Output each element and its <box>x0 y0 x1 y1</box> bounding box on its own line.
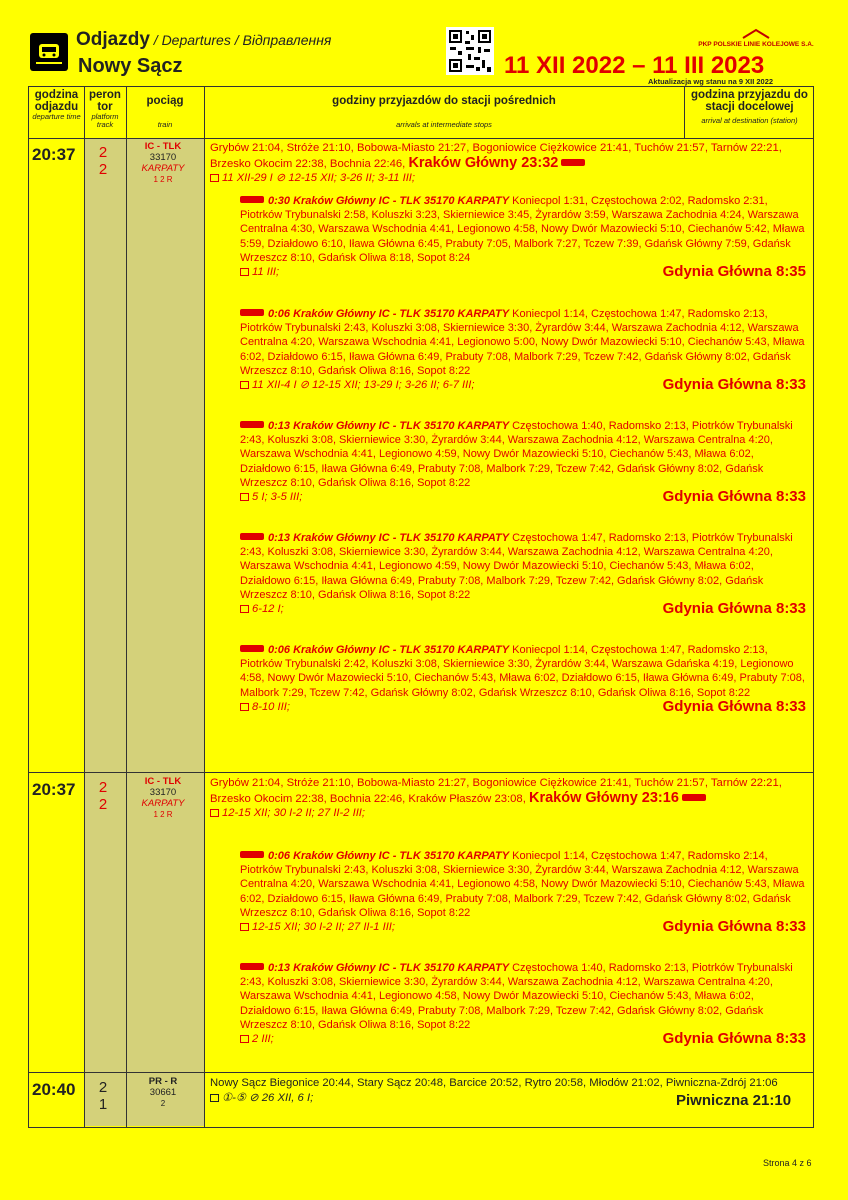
header-destination: godzina przyjazdu do stacji docelowej arrival at destination (station) <box>691 89 808 125</box>
connection: 0:13 Kraków Główny IC - TLK 35170 KARPATY Częstochowa 1:40, Radomsko 2:13, Piotrków Trybunalski 2:43, Koluszki 3:08, Skierniewice 3:30, Żyrardów 3:44, Warszawa Zachodnia 4:12, Warszawa Centralna 4:20, Warszawa Wschodnia 4:41, Legionowo 4:58, Nowy Dwór Mazowiecki 5:10, Ciechanów 5:43, Mława 6:02, Działdowo 6:15, Iława Główna 6:49, Prabuty 7:08, Malbork 7:29, Tczew 7:42, Gdańsk Główny 8:02, Gdańsk Wrzeszcz 8:10, Gdańsk Oliwa 8:16, Sopot 8:22 2 III; Gdynia Główna 8:33 <box>240 962 806 1048</box>
platform-number: 2 <box>98 1079 108 1096</box>
platform-number: 2 <box>98 779 108 796</box>
header-platform: peron tor platform track <box>89 89 121 129</box>
operator-logo <box>694 28 818 48</box>
connection-arrival: Gdynia Główna 8:35 <box>662 263 806 281</box>
track-number: 2 <box>98 161 108 178</box>
train-features: 1 2 R <box>153 810 173 819</box>
page-number: Strona 4 z 6 <box>763 1158 812 1168</box>
train-info: PR - R 30661 2 <box>128 1076 198 1109</box>
train-info: IC - TLK 33170 KARPATY 1 2 R <box>128 141 198 185</box>
validity-period: 11 XII 2022 – 11 III 2023 <box>504 52 765 79</box>
intermediate-stops: Grybów 21:04, Stróże 21:10, Bobowa-Miasto 21:27, Bogoniowice Ciężkowice 21:41, Tuchów 21:57, Tarnów 22:21, Brzesko Okocim 22:38, Bochnia 22:46, Kraków Płaszów 23:08, Kraków Główny 23:16 12-15 XII; 30 I-2 II; 27 II-2 III; <box>210 777 782 819</box>
destination: Kraków Główny 23:32 <box>408 154 559 171</box>
connection: 0:30 Kraków Główny IC - TLK 35170 KARPATY Koniecpol 1:31, Częstochowa 2:02, Radomsko 2:31, Piotrków Trybunalski 2:58, Koluszki 3:23, Skierniewice 3:45, Żyrardów 3:59, Warszawa Zachodnia 4:24, Warszawa Centralna 4:30, Warszawa Wschodnia 4:41, Legionowo 4:58, Nowy Dwór Mazowiecki 5:10, Ciechanów 5:42, Mława 5:59, Działdowo 6:10, Iława Główna 6:45, Prabuty 7:05, Malbork 7:27, Tczew 7:39, Gdańsk Główny 7:59, Gdańsk Wrzeszcz 8:10, Gdańsk Oliwa 8:18, Sopot 8:24 11 III; Gdynia Główna 8:35 <box>240 195 806 281</box>
bus-icon <box>682 794 706 801</box>
bus-icon <box>240 963 264 970</box>
header-departure: godzina odjazdu departure time <box>32 89 81 121</box>
train-info: IC - TLK 33170 KARPATY 1 2 R <box>128 776 198 820</box>
column-shade <box>84 138 204 1126</box>
train-features: 2 <box>160 1099 166 1108</box>
station-name: Nowy Sącz <box>78 55 183 77</box>
qr-code-icon <box>446 27 494 75</box>
connection-arrival: Gdynia Główna 8:33 <box>662 488 806 506</box>
departure-time: 20:37 <box>32 780 76 799</box>
bus-icon <box>240 421 264 428</box>
intermediate-stops: Grybów 21:04, Stróże 21:10, Bobowa-Miasto 21:27, Bogoniowice Ciężkowice 21:41, Tuchów 21:57, Tarnów 22:21, Brzesko Okocim 22:38, Bochnia 22:46, Kraków Główny 23:32 11 XII-29 I ⊘ 12-15 XII; 3-26 II; 3-11 III; <box>210 142 782 184</box>
calendar-icon <box>210 174 219 182</box>
running-days: 12-15 XII; 30 I-2 II; 27 II-2 III; <box>222 807 366 819</box>
header-stops: godziny przyjazdów do stacji pośrednich arrivals at intermediate stops <box>332 95 556 129</box>
header-train: pociąg train <box>146 95 184 129</box>
connection: 0:06 Kraków Główny IC - TLK 35170 KARPATY Koniecpol 1:14, Częstochowa 1:47, Radomsko 2:13, Piotrków Trybunalski 2:43, Koluszki 3:08, Skierniewice 3:30, Żyrardów 3:44, Warszawa Zachodnia 4:12, Warszawa Centralna 4:20, Warszawa Wschodnia 4:41, Legionowo 5:00, Nowy Dwór Mazowiecki 5:10, Ciechanów 5:43, Mława 6:02, Działdowo 6:15, Iława Główna 6:49, Prabuty 7:08, Malbork 7:29, Tczew 7:42, Gdańsk Główny 8:02, Gdańsk Wrzeszcz 8:10, Gdańsk Oliwa 8:16, Sopot 8:22 11 XII-4 I ⊘ 12-15 XII; 13-29 I; 3-26 II; 6-7 III; Gdynia Główna 8:33 <box>240 308 806 394</box>
train-features: 1 2 R <box>153 175 173 184</box>
destination: Kraków Główny 23:16 <box>529 789 679 806</box>
connection: 0:13 Kraków Główny IC - TLK 35170 KARPATY Częstochowa 1:40, Radomsko 2:13, Piotrków Trybunalski 2:43, Koluszki 3:08, Skierniewice 3:30, Żyrardów 3:44, Warszawa Zachodnia 4:12, Warszawa Centralna 4:20, Warszawa Wschodnia 4:41, Legionowo 4:59, Nowy Dwór Mazowiecki 5:10, Ciechanów 5:43, Mława 6:02, Działdowo 6:15, Iława Główna 6:49, Prabuty 7:08, Malbork 7:29, Tczew 7:42, Gdańsk Główny 8:02, Gdańsk Wrzeszcz 8:10, Gdańsk Oliwa 8:16, Sopot 8:22 5 I; 3-5 III; Gdynia Główna 8:33 <box>240 420 806 506</box>
bus-icon <box>240 196 264 203</box>
calendar-icon <box>210 809 219 817</box>
connection: 0:06 Kraków Główny IC - TLK 35170 KARPATY Koniecpol 1:14, Częstochowa 1:47, Radomsko 2:14, Piotrków Trybunalski 2:43, Koluszki 3:08, Skierniewice 3:30, Żyrardów 3:44, Warszawa Zachodnia 4:12, Warszawa Centralna 4:20, Warszawa Wschodnia 4:41, Legionowo 4:58, Nowy Dwór Mazowiecki 5:10, Ciechanów 5:43, Mława 6:02, Działdowo 6:15, Iława Główna 6:49, Prabuty 7:08, Malbork 7:29, Tczew 7:42, Gdańsk Główny 8:02, Gdańsk Wrzeszcz 8:10, Gdańsk Oliwa 8:16, Sopot 8:22 12-15 XII; 30 I-2 II; 27 II-1 III; Gdynia Główna 8:33 <box>240 850 806 936</box>
operator-name: PKP POLSKIE LINIE KOLEJOWE S.A. <box>698 41 814 48</box>
connection-arrival: Gdynia Główna 8:33 <box>662 697 806 715</box>
bus-icon <box>240 309 264 316</box>
page-title <box>76 29 331 51</box>
departure-time: 20:40 <box>32 1080 76 1099</box>
running-days: ①-⑤ ⊘ 26 XII, 6 I; <box>222 1091 314 1104</box>
departure-time: 20:37 <box>32 145 76 164</box>
bus-icon <box>240 645 264 652</box>
track-number: 1 <box>98 1096 108 1113</box>
running-days: 11 XII-29 I ⊘ 12-15 XII; 3-26 II; 3-11 III; <box>222 172 416 184</box>
platform-number: 2 <box>98 144 108 161</box>
update-note: Aktualizacja wg stanu na 9 XII 2022 <box>648 77 774 86</box>
bus-icon <box>561 159 585 166</box>
connection-arrival: Gdynia Główna 8:33 <box>662 376 806 394</box>
intermediate-stops: Nowy Sącz Biegonice 20:44, Stary Sącz 20:48, Barcice 20:52, Rytro 20:58, Młodów 21:02, Piwniczna-Zdrój 21:06 ①-⑤ ⊘ 26 XII, 6 I; <box>210 1077 778 1104</box>
connection: 0:06 Kraków Główny IC - TLK 35170 KARPATY Koniecpol 1:14, Częstochowa 1:47, Radomsko 2:13, Piotrków Trybunalski 2:42, Koluszki 3:08, Skierniewice 3:30, Żyrardów 3:44, Warszawa Gdańska 4:19, Legionowo 4:58, Nowy Dwór Mazowiecki 5:10, Ciechanów 5:43, Mława 6:02, Działdowo 6:15, Iława Główna 6:49, Prabuty 7:08, Malbork 7:29, Tczew 7:42, Gdańsk Główny 8:02, Gdańsk Wrzeszcz 8:10, Gdańsk Oliwa 8:16, Sopot 8:22 8-10 III; Gdynia Główna 8:33 <box>240 644 806 715</box>
destination: Piwniczna 21:10 <box>676 1092 792 1109</box>
title-main: Odjazdy <box>76 29 150 50</box>
bus-icon <box>240 533 264 540</box>
connection-arrival: Gdynia Główna 8:33 <box>662 918 806 936</box>
connection-arrival: Gdynia Główna 8:33 <box>662 1030 806 1048</box>
track-number: 2 <box>98 796 108 813</box>
connection: 0:13 Kraków Główny IC - TLK 35170 KARPATY Częstochowa 1:47, Radomsko 2:13, Piotrków Trybunalski 2:43, Koluszki 3:08, Skierniewice 3:30, Żyrardów 3:44, Warszawa Zachodnia 4:12, Warszawa Centralna 4:20, Warszawa Wschodnia 4:41, Legionowo 4:59, Nowy Dwór Mazowiecki 5:10, Ciechanów 5:43, Mława 6:02, Działdowo 6:15, Iława Główna 6:49, Prabuty 7:08, Malbork 7:29, Tczew 7:42, Gdańsk Główny 8:02, Gdańsk Wrzeszcz 8:10, Gdańsk Oliwa 8:16, Sopot 8:22 6-12 I; Gdynia Główna 8:33 <box>240 532 806 618</box>
connection-arrival: Gdynia Główna 8:33 <box>662 600 806 618</box>
train-icon <box>30 33 68 71</box>
title-sub: / Departures / Відправлення <box>149 32 332 48</box>
calendar-icon <box>210 1094 219 1102</box>
bus-icon <box>240 851 264 858</box>
